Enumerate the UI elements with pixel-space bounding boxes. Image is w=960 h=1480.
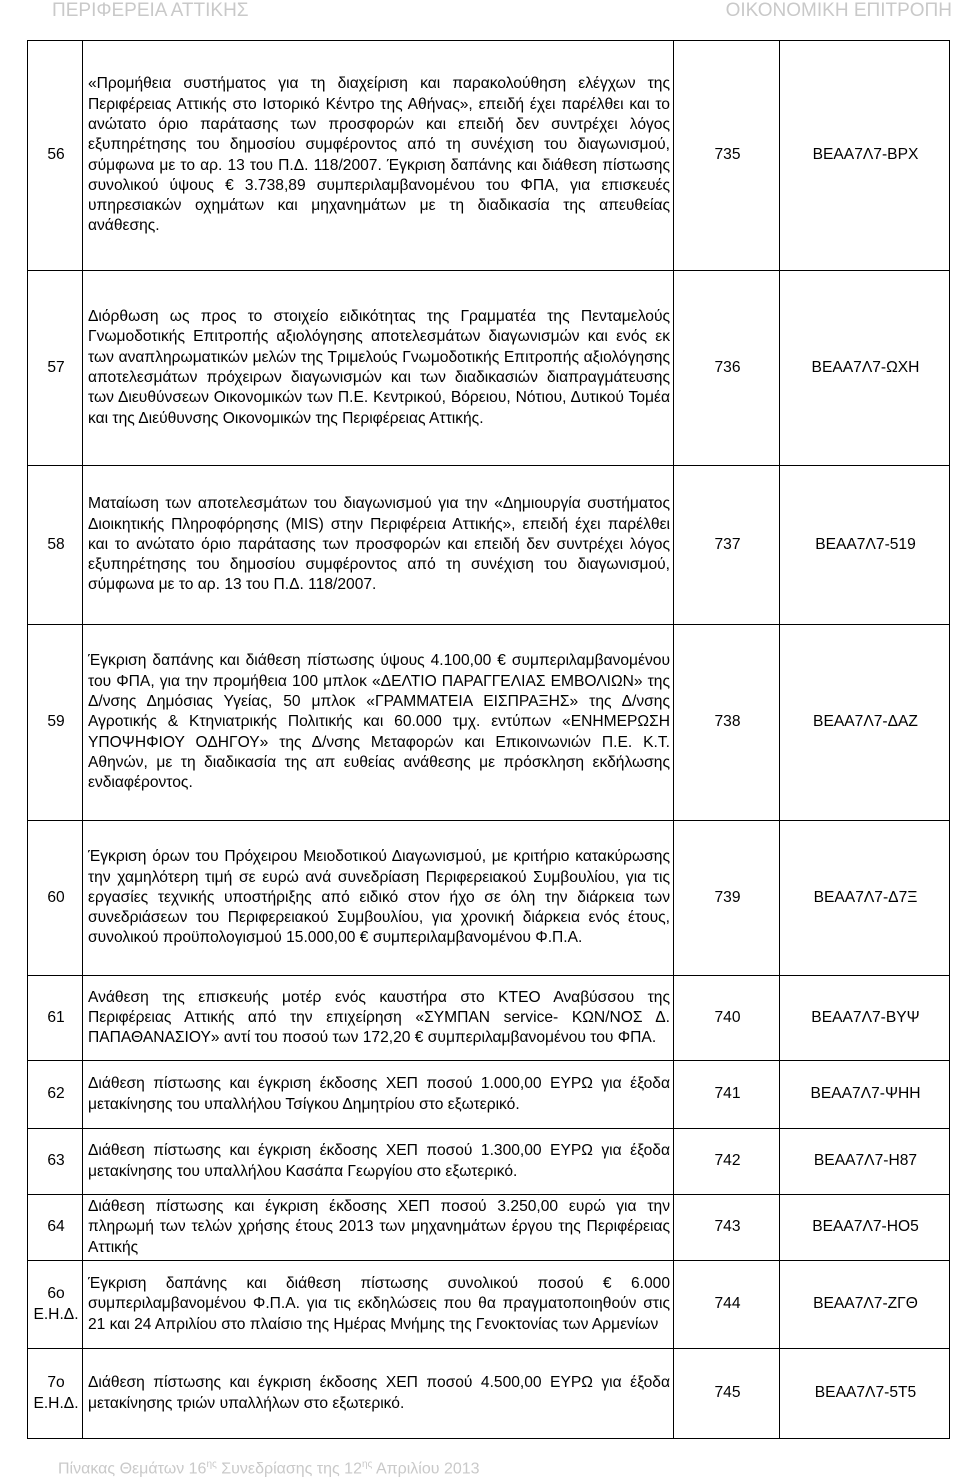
footer-text-start: Πίνακας Θεμάτων 16 xyxy=(58,1460,207,1478)
row-number: 60 xyxy=(28,821,83,976)
decision-number: 741 xyxy=(674,1061,780,1129)
footer-text-end: Απριλίου 2013 xyxy=(372,1460,480,1478)
footer-ordinal-1: ης xyxy=(206,1459,217,1470)
ada-code: ΒΕΑΑ7Λ7-ΩΧΗ xyxy=(780,271,950,466)
row-number: 61 xyxy=(28,976,83,1061)
decision-number: 735 xyxy=(674,41,780,271)
row-description: Διάθεση πίστωσης και έγκριση έκδοσης ΧΕΠ ποσού 3.250,00 ευρώ για την πληρωμή των τελών χρήσης έτους 2013 των μηχανημάτων έργου της Περιφέρειας Αττικής xyxy=(83,1195,674,1261)
footer-text-middle: Συνεδρίασης της 12 xyxy=(216,1460,362,1478)
ada-code: ΒΕΑΑ7Λ7-Δ7Ξ xyxy=(780,821,950,976)
row-number: 59 xyxy=(28,625,83,821)
ada-code: ΒΕΑΑ7Λ7-ΒΥΨ xyxy=(780,976,950,1061)
footer-ordinal-2: ης xyxy=(361,1459,373,1470)
row-description: Έγκριση όρων του Πρόχειρου Μειοδοτικού Διαγωνισμού, με κριτήριο κατακύρωσης την χαμηλότερη τιμή σε ευρώ ανά συνεδρίαση Περιφερειακού Συμβουλίου, για τις εργασίες τεχνικής υποστήριξης από ειδικό στον ήχο σε όλη την διάρκεια των συνεδριάσεων του Περιφερειακού Συμβουλίου, για χρονική διάρκεια ενός έτους, συνολικού προϋπολογισμού 15.000,00 € συμπεριλαμβανομένου Φ.Π.Α. xyxy=(83,821,674,976)
ada-code: ΒΕΑΑ7Λ7-ΒΡΧ xyxy=(780,41,950,271)
table-row xyxy=(28,625,950,821)
row-description: Διάθεση πίστωσης και έγκριση έκδοσης ΧΕΠ ποσού 4.500,00 ΕΥΡΩ για έξοδα μετακίνησης τριών υπαλλήλων στο εξωτερικό. xyxy=(83,1349,674,1439)
row-description: Διάθεση πίστωσης και έγκριση έκδοσης ΧΕΠ ποσού 1.300,00 ΕΥΡΩ για έξοδα μετακίνησης του υπαλλήλου Κασάπα Γεωργίου στο εξωτερικό. xyxy=(83,1129,674,1195)
decision-number: 743 xyxy=(674,1195,780,1261)
ada-code: ΒΕΑΑ7Λ7-ΗΟ5 xyxy=(780,1195,950,1261)
table-row xyxy=(28,1261,950,1349)
decision-number: 740 xyxy=(674,976,780,1061)
row-description: Έγκριση δαπάνης και διάθεση πίστωσης ύψους 4.100,00 € συμπεριλαμβανομένου του ΦΠΑ, για την προμήθεια 100 μπλοκ «ΔΕΛΤΙΟ ΠΑΡΑΓΓΕΛΙΑΣ ΕΜΒΟΛΙΩΝ» της Δ/νσης Δημόσιας Υγείας, 50 μπλοκ «ΓΡΑΜΜΑΤΕΙΑ ΕΙΣΠΡΑΞΗΣ» της Δ/νσης Αγροτικής & Κτηνιατρικής Πολιτικής και 60.000 τμχ. εντύπων «ΕΝΗΜΕΡΩΣΗ ΥΠΟΨΗΦΙΟΥ ΟΔΗΓΟΥ» της Δ/νσης Μεταφορών και Επικοινωνιών Π.Ε. Κ.Τ. Αθηνών, με τη διαδικασία της απ ευθείας ανάθεσης με πρόσκληση εκδήλωσης ενδιαφέροντος. xyxy=(83,625,674,821)
decision-number: 739 xyxy=(674,821,780,976)
row-description: Ανάθεση της επισκευής μοτέρ ενός καυστήρα στο ΚΤΕΟ Αναβύσσου της Περιφέρειας Αττικής από την επιχείρηση «ΣΥΜΠΑΝ service- ΚΩΝ/ΝΟΣ Δ. ΠΑΠΑΘΑΝΑΣΙΟΥ» αντί του ποσού των 172,20 € συμπεριλαμβανομένου του ΦΠΑ. xyxy=(83,976,674,1061)
decision-number: 745 xyxy=(674,1349,780,1439)
table-row xyxy=(28,976,950,1061)
header-committee-title: ΟΙΚΟΝΟΜΙΚΗ ΕΠΙΤΡΟΠΗ xyxy=(725,0,952,21)
row-number: 57 xyxy=(28,271,83,466)
table-row xyxy=(28,466,950,625)
table-row xyxy=(28,1129,950,1195)
row-number: 58 xyxy=(28,466,83,625)
ada-code: ΒΕΑΑ7Λ7-Η87 xyxy=(780,1129,950,1195)
row-description: Διόρθωση ως προς το στοιχείο ειδικότητας της Γραμματέα της Πενταμελούς Γνωμοδοτικής Επιτροπής αξιολόγησης αποτελεσμάτων διαγωνισμών και ενός εκ των αναπληρωματικών μελών της Τριμελούς Γνωμοδοτικής Επιτροπής αξιολόγησης αποτελεσμάτων πρόχειρων διαγωνισμών και των διαδικασιών διαπραγμάτευσης των Διευθύνσεων Οικονομικών των Π.Ε. Κεντρικού, Βόρειου, Νότιου, Δυτικού Τομέα και της Διεύθυνσης Οικονομικών της Περιφέρειας Αττικής. xyxy=(83,271,674,466)
ada-code: ΒΕΑΑ7Λ7-ΔΑΖ xyxy=(780,625,950,821)
row-number: 64 xyxy=(28,1195,83,1261)
decision-number: 744 xyxy=(674,1261,780,1349)
page-footer xyxy=(58,1459,480,1478)
decision-number: 736 xyxy=(674,271,780,466)
ada-code: ΒΕΑΑ7Λ7-ΨΗΗ xyxy=(780,1061,950,1129)
decision-number: 737 xyxy=(674,466,780,625)
table-row xyxy=(28,271,950,466)
row-description: Διάθεση πίστωσης και έγκριση έκδοσης ΧΕΠ ποσού 1.000,00 ΕΥΡΩ για έξοδα μετακίνησης του υπαλλήλου Τσίγκου Δημητρίου στο εξωτερικό. xyxy=(83,1061,674,1129)
ada-code: ΒΕΑΑ7Λ7-519 xyxy=(780,466,950,625)
row-description: Ματαίωση των αποτελεσμάτων του διαγωνισμού για την «Δημιουργία συστήματος Διοικητικής Πληροφόρησης (MIS) στην Περιφέρεια Αττικής», επειδή έχει παρέλθει και το ανώτατο όριο παράτασης των προσφορών και επειδή δεν συντρέχει λόγος εξυπηρέτησης του δημοσίου συμφέροντος από τη συνέχιση του διαγωνισμού, σύμφωνα με το αρ. 13 του Π.Δ. 118/2007. xyxy=(83,466,674,625)
row-number: 62 xyxy=(28,1061,83,1129)
table-row xyxy=(28,1195,950,1261)
header-region-title: ΠΕΡΙΦΕΡΕΙΑ ΑΤΤΙΚΗΣ xyxy=(52,0,249,21)
ada-code: ΒΕΑΑ7Λ7-5Τ5 xyxy=(780,1349,950,1439)
row-number: 7ο Ε.Η.Δ. xyxy=(28,1349,83,1439)
decision-number: 742 xyxy=(674,1129,780,1195)
decision-number: 738 xyxy=(674,625,780,821)
row-number: 56 xyxy=(28,41,83,271)
row-number: 6ο Ε.Η.Δ. xyxy=(28,1261,83,1349)
ada-code: ΒΕΑΑ7Λ7-ΖΓΘ xyxy=(780,1261,950,1349)
row-description: «Προμήθεια συστήματος για τη διαχείριση και παρακολούθηση ελέγχων της Περιφέρειας Αττικής στο Ιστορικό Κέντρο της Αθήνας», επειδή έχει παρέλθει και το ανώτατο όριο παράτασης των προσφορών και επειδή δεν συντρέχει λόγος εξυπηρέτησης του δημοσίου συμφέροντος από τη συνέχιση του διαγωνισμού, σύμφωνα με το αρ. 13 του Π.Δ. 118/2007. Έγκριση δαπάνης και διάθεση πίστωσης συνολικού ύψους € 3.738,89 συμπεριλαμβανομένου του ΦΠΑ, για επισκευές υπηρεσιακών οχημάτων και μηχανημάτων με τη διαδικασία της απευθείας ανάθεσης. xyxy=(83,41,674,271)
agenda-table xyxy=(27,40,950,1439)
page-header xyxy=(0,0,960,26)
row-number: 63 xyxy=(28,1129,83,1195)
row-description: Έγκριση δαπάνης και διάθεση πίστωσης συνολικού ποσού € 6.000 συμπεριλαμβανομένου Φ.Π.Α. για τις εκδηλώσεις που θα πραγματοποιηθούν στις 21 και 24 Απριλίου στο πλαίσιο της Ημέρας Μνήμης της Γενοκτονίας των Αρμενίων xyxy=(83,1261,674,1349)
table-row xyxy=(28,41,950,271)
table-row xyxy=(28,1349,950,1439)
table-row xyxy=(28,821,950,976)
table-row xyxy=(28,1061,950,1129)
